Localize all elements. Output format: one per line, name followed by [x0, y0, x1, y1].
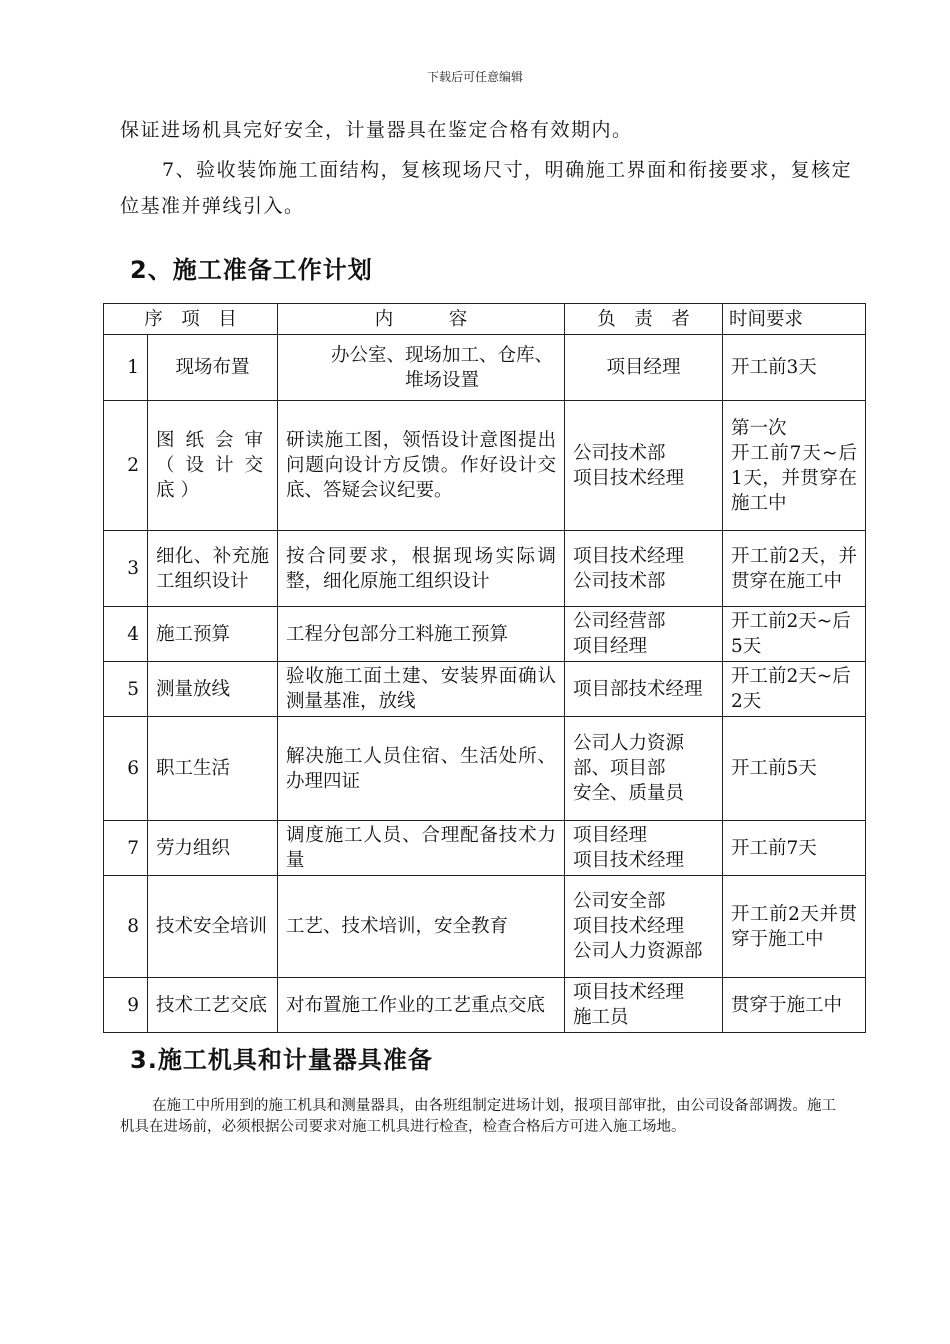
row-owner: 公司技术部 项目技术经理: [565, 401, 723, 531]
paragraph-tools-prep: 在施工中所用到的施工机具和测量器具，由各班组制定进场计划，报项目部审批，由公司设备部调拨。施工机具在进场前，必须根据公司要求对施工机具进行检查，检查合格后方可进入施工场地。: [120, 1098, 836, 1135]
page-header: 下载后可任意编辑: [426, 70, 523, 84]
row-owner: 项目经理: [565, 335, 723, 401]
table-row: [104, 821, 866, 876]
table-row: [104, 876, 866, 978]
row-number: 9: [104, 978, 148, 1033]
preparation-plan-table: [103, 303, 866, 1033]
row-item: 劳力组织: [148, 821, 278, 876]
table-header-row: [104, 304, 866, 335]
row-owner: 公司人力资源部、项目部 安全、质量员: [565, 717, 723, 821]
row-owner: 项目技术经理 公司技术部: [565, 531, 723, 607]
row-item: 技术工艺交底: [148, 978, 278, 1033]
row-item: 技术安全培训: [148, 876, 278, 978]
row-time: 开工前3天: [723, 335, 866, 401]
row-content: 办公室、现场加工、仓库、堆场设置: [278, 335, 565, 401]
row-content: 按合同要求，根据现场实际调整，细化原施工组织设计: [278, 531, 565, 607]
row-number: 5: [104, 662, 148, 717]
header-owner: 负 责 者: [565, 304, 723, 335]
row-time: 开工前2天~后2天: [723, 662, 866, 717]
row-content: 研读施工图，领悟设计意图提出问题向设计方反馈。作好设计交底、答疑会议纪要。: [278, 401, 565, 531]
section-heading-2: 2、施工准备工作计划: [130, 256, 373, 284]
row-item: 现场布置: [148, 335, 278, 401]
paragraph-intro: 保证进场机具完好安全，计量器具在鉴定合格有效期内。: [120, 119, 633, 141]
row-time: 贯穿于施工中: [723, 978, 866, 1033]
row-content: 对布置施工作业的工艺重点交底: [278, 978, 565, 1033]
header-seq-item: 序 项 目: [104, 304, 278, 335]
row-number: 8: [104, 876, 148, 978]
row-number: 2: [104, 401, 148, 531]
table-row: [104, 531, 866, 607]
row-time: 开工前2天~后5天: [723, 607, 866, 662]
row-owner: 项目部技术经理: [565, 662, 723, 717]
row-item: 施工预算: [148, 607, 278, 662]
table-row: [104, 978, 866, 1033]
row-item: 细化、补充施工组织设计: [148, 531, 278, 607]
paragraph-item-7: 7、验收装饰施工面结构，复核现场尺寸，明确施工界面和衔接要求，复核定位基准并弹线引入。: [120, 159, 853, 217]
row-owner: 项目经理 项目技术经理: [565, 821, 723, 876]
table-row: [104, 401, 866, 531]
header-content: 内 容: [278, 304, 565, 335]
row-item: 图纸会审（设计交底）: [148, 401, 278, 531]
row-time: 开工前7天: [723, 821, 866, 876]
section-heading-3: 3.施工机具和计量器具准备: [130, 1046, 433, 1074]
row-owner: 公司经营部 项目经理: [565, 607, 723, 662]
row-time: 开工前2天并贯穿于施工中: [723, 876, 866, 978]
row-number: 4: [104, 607, 148, 662]
row-content: 调度施工人员、合理配备技术力量: [278, 821, 565, 876]
row-number: 1: [104, 335, 148, 401]
table-row: [104, 662, 866, 717]
table-row: [104, 717, 866, 821]
row-time: 开工前2天，并贯穿在施工中: [723, 531, 866, 607]
row-number: 3: [104, 531, 148, 607]
row-content: 解决施工人员住宿、生活处所、办理四证: [278, 717, 565, 821]
row-number: 7: [104, 821, 148, 876]
row-time: 开工前5天: [723, 717, 866, 821]
row-item: 测量放线: [148, 662, 278, 717]
row-content: 工程分包部分工料施工预算: [278, 607, 565, 662]
table-row: [104, 607, 866, 662]
row-item: 职工生活: [148, 717, 278, 821]
table-row: [104, 335, 866, 401]
row-owner: 公司安全部 项目技术经理 公司人力资源部: [565, 876, 723, 978]
row-owner: 项目技术经理 施工员: [565, 978, 723, 1033]
row-content: 验收施工面土建、安装界面确认测量基准，放线: [278, 662, 565, 717]
row-time: 第一次 开工前7天~后1天，并贯穿在施工中: [723, 401, 866, 531]
header-time: 时间要求: [723, 304, 866, 335]
row-number: 6: [104, 717, 148, 821]
row-content: 工艺、技术培训，安全教育: [278, 876, 565, 978]
